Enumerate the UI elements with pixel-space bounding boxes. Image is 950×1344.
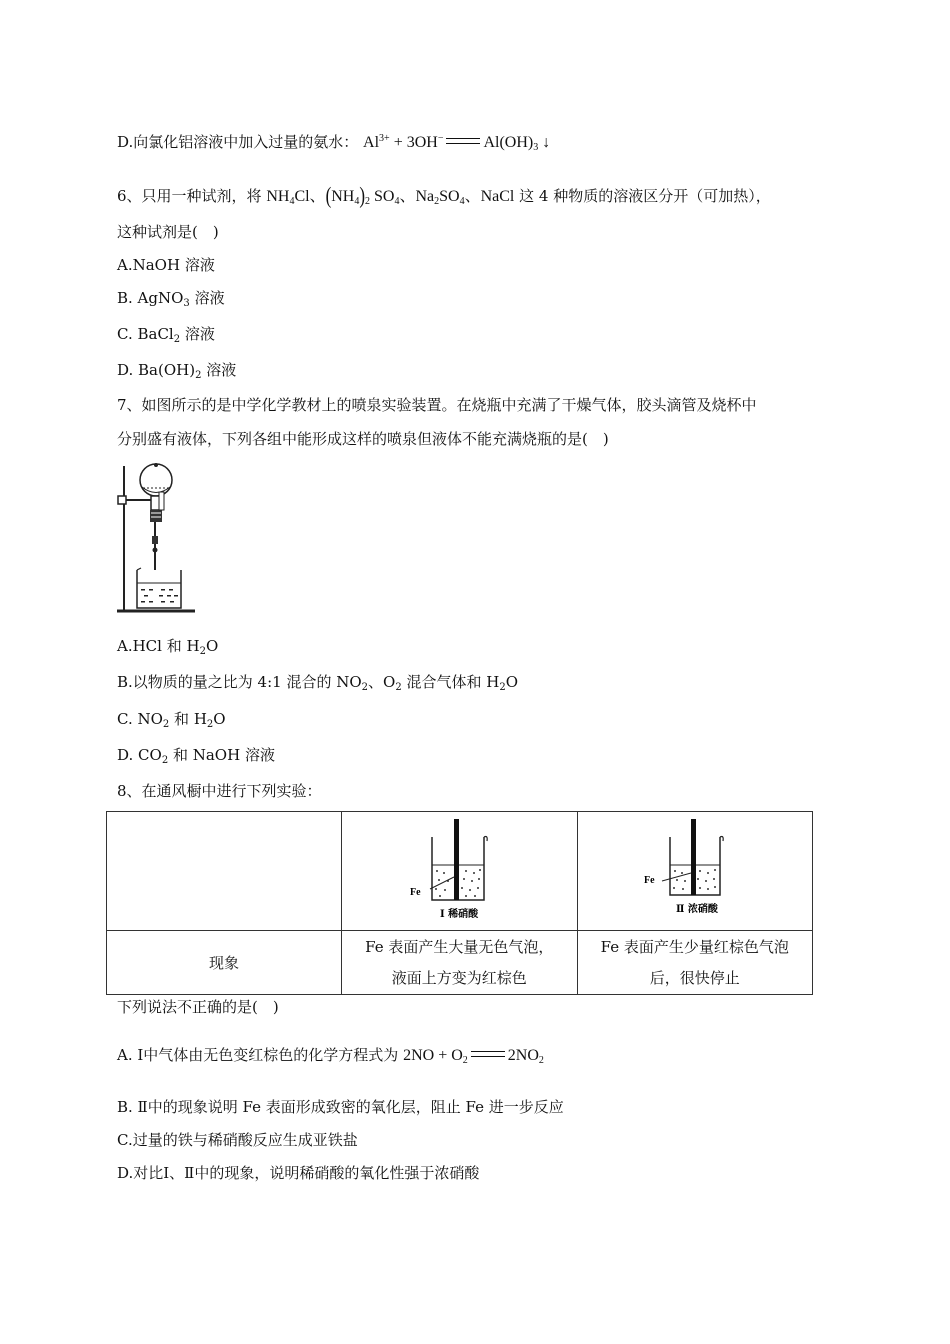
beaker-concentrated-figure (640, 815, 750, 923)
svg-text:Fe: Fe (410, 887, 421, 898)
q5d-equation: $Al^{3+} + 3OH^-$ $Al(OH)_3$ ↓ (363, 133, 551, 153)
q6-stem-line2: 这种试剂是( ) (117, 223, 219, 241)
q8-stem: 8、在通风橱中进行下列实验： (117, 782, 322, 800)
q8-option-a: A. Ⅰ中气体由无色变红棕色的化学方程式为 $2NO + O_2$ $2NO_2$ (117, 1046, 544, 1066)
q7-stem-line1: 7、如图所示的是中学化学教材上的喷泉实验装置。在烧瓶中充满了干燥气体，胶头滴管及烧杯中 (117, 396, 757, 414)
svg-text:Ⅰ 稀硝酸: Ⅰ 稀硝酸 (440, 909, 479, 920)
fountain-apparatus-figure (115, 458, 197, 618)
q6-option-b: B. AgNO$_3$ 溶液 (117, 289, 225, 309)
q6-option-a: A.NaOH 溶液 (117, 256, 215, 274)
q7-stem-line2: 分别盛有液体，下列各组中能形成这样的喷泉但液体不能充满烧瓶的是( ) (117, 430, 609, 448)
row-header-phenomenon: 现象 (107, 931, 342, 995)
q8-after-table: 下列说法不正确的是( ) (117, 998, 279, 1016)
q7-option-b: B.以物质的量之比为 4:1 混合的 $NO_2$、$O_2$ 混合气体和 $H_2O$ (117, 673, 519, 693)
svg-text:Fe: Fe (643, 875, 655, 886)
phenomenon-concentrated: Fe 表面产生少量红棕色气泡 后，很快停止 (577, 931, 812, 995)
q8-option-b: B. Ⅱ中的现象说明 Fe 表面形成致密的氧化层，阻止 Fe 进一步反应 (117, 1098, 564, 1116)
q6-option-d: D. $Ba(OH)_2$ 溶液 (117, 361, 237, 381)
q6-stem: 6、只用一种试剂，将 $NH_4Cl$、$(NH_4)_2$ $SO_4$、$Na_2SO_4$、NaCl 这 4 种物质的溶液区分开（可加热）， (117, 182, 771, 209)
q6-option-c: C. BaCl$_2$ 溶液 (117, 325, 215, 345)
q8-option-d: D.对比Ⅰ、Ⅱ中的现象，说明稀硝酸的氧化性强于浓硝酸 (117, 1164, 480, 1182)
q6-compounds: $NH_4Cl$、$(NH_4)_2$ $SO_4$、$Na_2SO_4$、NaCl (266, 182, 515, 209)
phenomenon-dilute: Fe 表面产生大量无色气泡， 液面上方变为红棕色 (342, 931, 577, 995)
q7-option-c: C. $NO_2$ 和 $H_2O$ (117, 710, 226, 730)
figure-cell-concentrated (577, 812, 812, 931)
experiment-table (106, 811, 813, 995)
beaker-dilute-figure (404, 815, 514, 923)
q8-option-c: C.过量的铁与稀硝酸反应生成亚铁盐 (117, 1131, 358, 1149)
svg-text:Ⅱ 浓硝酸: Ⅱ 浓硝酸 (675, 904, 718, 915)
q7-option-a: A.HCl 和 $H_2O$ (117, 637, 219, 657)
table-blank-cell (107, 812, 342, 931)
q5-option-d: D.向氯化铝溶液中加入过量的氨水： $Al^{3+} + 3OH^-$ $Al(OH)_3$ ↓ (117, 133, 551, 153)
q7-option-d: D. $CO_2$ 和 NaOH 溶液 (117, 746, 275, 766)
figure-cell-dilute (342, 812, 577, 931)
